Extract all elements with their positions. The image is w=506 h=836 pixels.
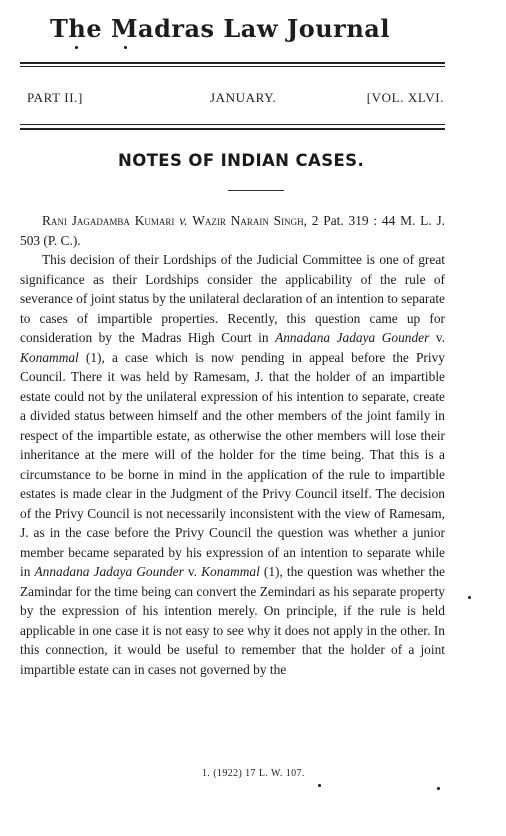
ink-speck <box>468 596 471 599</box>
masthead-rule-top-thin <box>20 66 445 67</box>
paragraph-text-3: (1), a case which is now pending in appeal before the Privy Council. There it was held by Ramesam, J. that the holder of an impartible estate could not by the unilateral expression of his intention to separate, create a divided status between himself and the other members of the joint family in respect of the impartible estate, as otherwise the other members will lose their inheritance at the mere will of the holder for the time being. That this is a circumstance to be borne in mind in the application of the rule to impartible estates is made clear in the Judgment of the Privy Council itself. The decision of the Privy Council is not necessarily inconsistent with the view of Ramesam, J. as in the case before the Privy Council the question was whether a junior member became separated by his expression of an intention to separate while in <box>20 349 445 579</box>
paragraph-text-1: This decision of their Lordships of the Judicial Committee is one of great significance as their Lordships consider the applicability of the rule of severance of joint status by the unilateral declaration of an intention to separate to cases of impartible properties. Recently, this question came up for consideration by the Madras High Court in <box>20 252 445 345</box>
ink-speck <box>437 787 440 790</box>
part-label: PART II.] <box>27 90 83 105</box>
case-citation: 2 Pat. 319 : 44 M. L. J. 503 (P. C.). <box>20 213 445 248</box>
ink-speck <box>318 784 321 787</box>
paragraph-text-4: v. <box>183 564 202 579</box>
journal-title: The Madras Law Journal <box>50 14 390 43</box>
versus: v. <box>179 213 188 228</box>
section-divider <box>228 190 284 191</box>
case-name-2: Konammal <box>20 349 79 365</box>
masthead-rule-bottom-thin <box>20 124 445 125</box>
issue-month: JANUARY. <box>210 90 277 105</box>
case-heading <box>20 211 445 250</box>
case-note-paragraph <box>20 250 445 679</box>
article-body <box>20 211 445 679</box>
volume-label: [VOL. XLVI. <box>366 90 444 105</box>
party-two: Wazir Narain Singh, <box>192 213 307 228</box>
case-name-1: Annadana Jadaya Gounder <box>275 330 430 345</box>
paragraph-text-2: v. <box>429 330 445 345</box>
case-name-3: Annadana Jadaya Gounder <box>34 564 184 579</box>
ink-speck <box>124 46 127 49</box>
paragraph-text-5: (1), the question was whether the Zamindar for the time being can convert the Zemindari as his separate property by the expression of his intention merely. On principle, if the rule is held applicable in one case it is not easy to see why it does not apply in the other. In this connection, it would be useful to remember that the holder of a joint impartible estate can in cases not governed by the <box>20 564 445 677</box>
masthead-rule-top <box>20 62 445 64</box>
ink-speck <box>75 46 78 49</box>
section-title: NOTES OF INDIAN CASES. <box>118 151 365 170</box>
case-name-4: Konammal <box>201 564 260 579</box>
party-one: Rani Jagadamba Kumari <box>42 213 175 228</box>
masthead-rule-bottom <box>20 128 445 130</box>
footnote: 1. (1922) 17 L. W. 107. <box>202 768 305 779</box>
